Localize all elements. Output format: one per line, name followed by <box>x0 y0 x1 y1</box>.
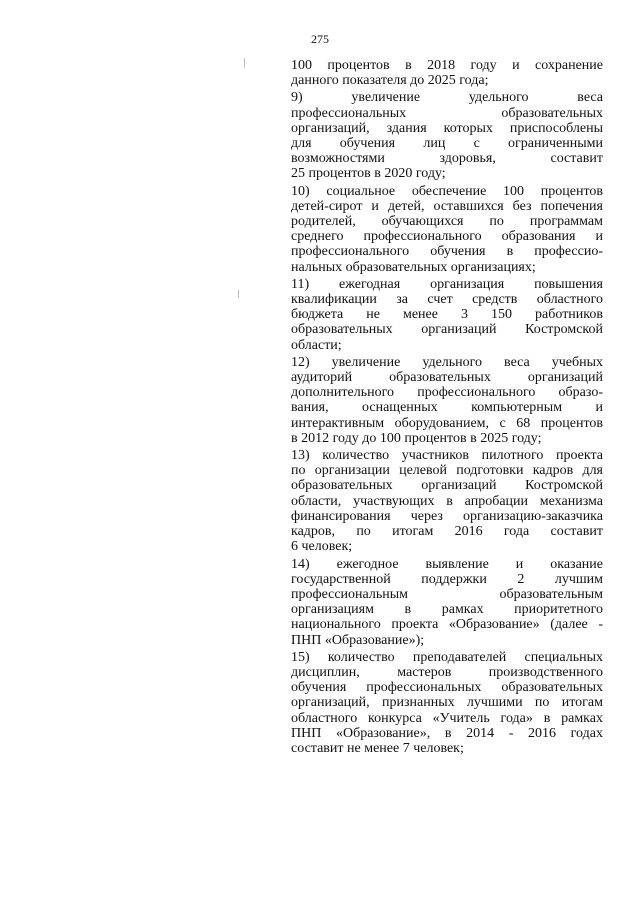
text-line: 6 человек; <box>291 539 353 555</box>
paragraph-item-9 <box>291 90 603 181</box>
scan-margin-mark-top <box>244 58 245 68</box>
text-line: 15) количество преподавателей специальных <box>291 649 603 665</box>
paragraph-item-10 <box>291 184 603 275</box>
text-line: дополнительного профессионального образо- <box>291 385 603 401</box>
text-line: 9) увеличение удельного веса <box>291 90 603 106</box>
text-line: обучения профессиональных образовательных <box>291 680 603 696</box>
paragraph-item-15 <box>291 650 603 756</box>
text-line: по организации целевой подготовки кадров для <box>291 463 603 479</box>
text-line: 14) ежегодное выявление и оказание <box>291 556 603 572</box>
paragraph-item-13 <box>291 448 603 554</box>
text-line: вания, оснащенных компьютерным и <box>291 400 603 416</box>
text-line: области, участвующих в апробации механизма <box>291 493 603 509</box>
text-line: для обучения лиц с ограниченными <box>291 136 603 152</box>
text-line: организаций, здания которых приспособлены <box>291 120 603 136</box>
text-line: организациям в рамках приоритетного <box>291 602 603 618</box>
paragraph-item-11 <box>291 277 603 353</box>
paragraph-continuation <box>291 58 603 88</box>
document-body <box>291 58 603 758</box>
paragraph-item-14 <box>291 557 603 648</box>
text-line: национального проекта «Образование» (далее - <box>291 617 603 633</box>
text-line: квалификации за счет средств областного <box>291 292 603 308</box>
text-line: ПНП «Образование», в 2014 - 2016 годах <box>291 725 603 741</box>
text-line: дисциплин, мастеров производственного <box>291 664 603 680</box>
text-line: финансирования через организацию-заказчика <box>291 508 603 524</box>
text-line: областного конкурса «Учитель года» в рамках <box>291 710 603 726</box>
text-line: 11) ежегодная организация повышения <box>291 276 603 292</box>
text-line: возможностями здоровья, составит <box>291 151 603 167</box>
text-line: организаций, признанных лучшими по итогам <box>291 695 603 711</box>
text-line: составит не менее 7 человек; <box>291 740 464 756</box>
text-line: образовательных организаций Костромской <box>291 478 603 494</box>
text-line: образовательных организаций Костромской <box>291 322 603 338</box>
text-line: интерактивным оборудованием, с 68 процентов <box>291 415 603 431</box>
text-line: 13) количество участников пилотного проекта <box>291 448 603 464</box>
text-line: 100 процентов в 2018 году и сохранение <box>291 58 603 73</box>
text-line: 10) социальное обеспечение 100 процентов <box>291 183 603 199</box>
text-line: данного показателя до 2025 года; <box>291 73 489 89</box>
text-line: нальных образовательных организациях; <box>291 259 536 275</box>
page-number: 275 <box>311 32 329 46</box>
text-line: бюджета не менее 3 150 работников <box>291 307 603 323</box>
text-line: профессиональным образовательным <box>291 586 603 602</box>
text-line: государственной поддержки 2 лучшим <box>291 571 603 587</box>
text-line: аудиторий образовательных организаций <box>291 370 603 386</box>
text-line: в 2012 году до 100 процентов в 2025 году; <box>291 430 542 446</box>
text-line: 12) увеличение удельного веса учебных <box>291 354 603 370</box>
text-line: кадров, по итогам 2016 года составит <box>291 524 603 540</box>
text-line: области; <box>291 337 342 353</box>
text-line: профессионального обучения в профессио- <box>291 244 603 260</box>
text-line: 25 процентов в 2020 году; <box>291 166 446 182</box>
text-line: детей-сирот и детей, оставшихся без попечения <box>291 198 603 214</box>
scan-margin-mark-middle <box>238 290 239 298</box>
text-line: родителей, обучающихся по программам <box>291 214 603 230</box>
text-line: среднего профессионального образования и <box>291 229 603 245</box>
text-line: профессиональных образовательных <box>291 105 603 121</box>
paragraph-item-12 <box>291 355 603 446</box>
text-line: ПНП «Образование»); <box>291 632 425 648</box>
